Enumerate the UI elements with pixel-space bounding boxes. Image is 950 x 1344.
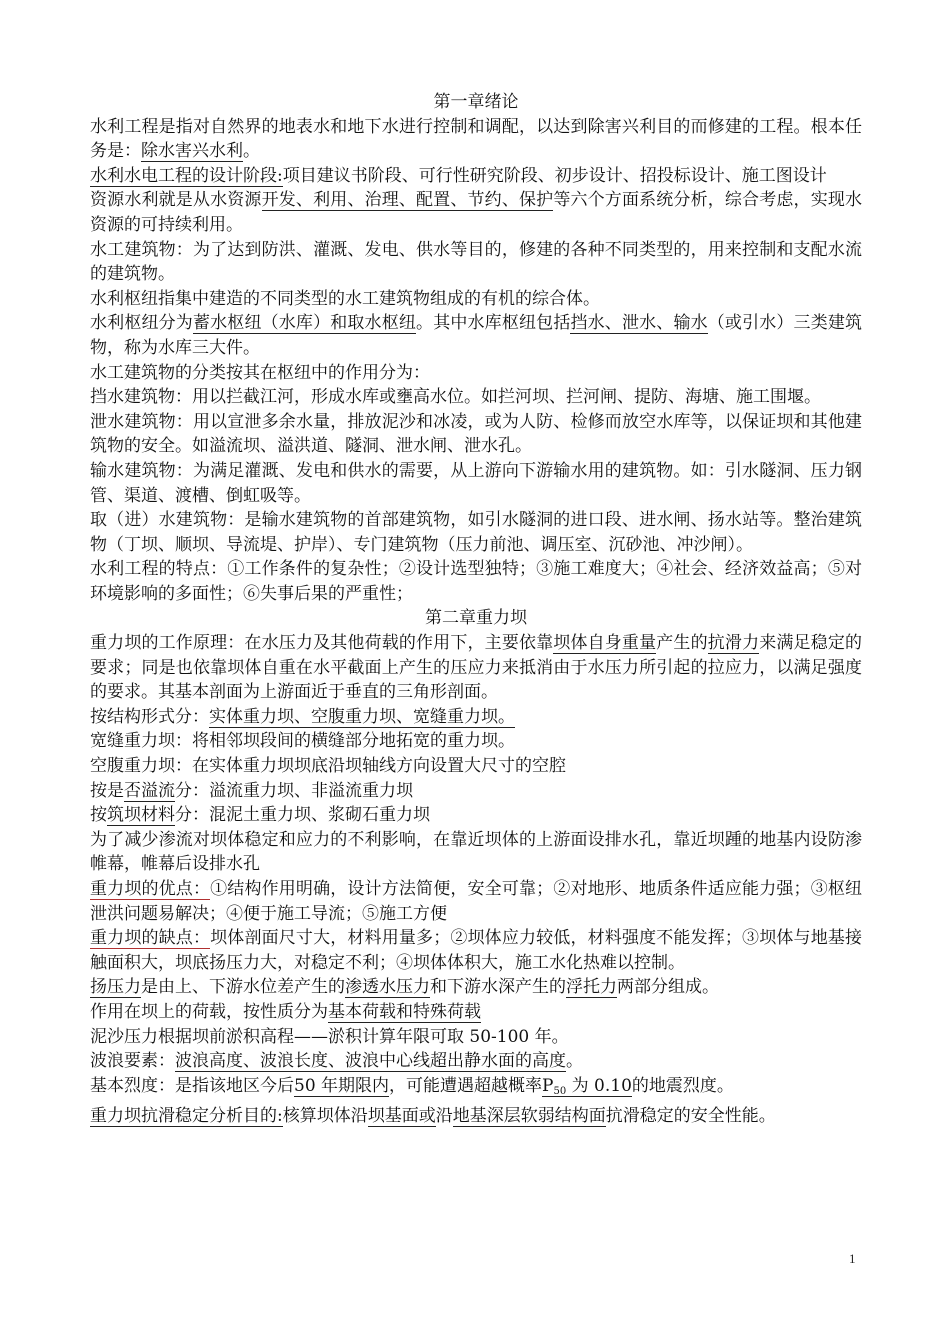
paragraph-loads: 作用在坝上的荷载，按性质分为基本荷载和特殊荷载 [90,1001,481,1022]
underlined-term: $P_{50}$ 为 0.10 [542,1075,632,1097]
paragraph-wave-elements: 波浪要素：波浪高度、波浪长度、波浪中心线超出静水面的高度。 [90,1051,583,1072]
underlined-term: 重力坝抗滑稳定分析目的: [90,1106,283,1127]
underlined-term: 否溢流 [124,780,175,801]
paragraph-structural-form: 按结构形式分：实体重力坝、空腹重力坝、宽缝重力坝。 [90,706,515,727]
underlined-term: 坝体自身重量 [553,633,657,654]
underlined-term: 扬压力 [90,977,141,998]
paragraph-hydraulic-structures: 水工建筑物：为了达到防洪、灌溉、发电、供水等目的，修建的各种不同类型的，用来控制和支配水流的建筑物。 [90,239,862,285]
paragraph-hydro-junction: 水利枢纽指集中建造的不同类型的水工建筑物组成的有机的综合体。 [90,288,600,309]
paragraph-uplift: 扬压力是由上、下游水位差产生的渗透水压力和下游水深产生的浮托力两部分组成。 [90,977,719,998]
paragraph-seismic-intensity: 基本烈度：是指该地区今后50 年期限内，可能遭遇超越概率$P_{50}$ 为 0.10的地震烈度。 [90,1075,734,1097]
paragraph-classification: 水工建筑物的分类按其在枢纽中的作用分为： [90,362,430,383]
paragraph-advantages: 重力坝的优点：①结构作用明确，设计方法简便，安全可靠；②对地形、地质条件适应能力强；③枢纽泄洪问题易解决；④便于施工导流；⑤施工方便 [90,879,863,924]
underlined-term: 坝基面或 [367,1106,436,1127]
paragraph-junction-types: 水利枢纽分为蓄水枢纽（水库）和取水枢纽。其中水库枢纽包括挡水、泄水、输水（或引水）三类建筑物，称为水库三大件。 [90,313,863,358]
paragraph-conveyance-structures: 输水建筑物：为满足灌溉、发电和供水的需要，从上游向下游输水用的建筑物。如：引水隧洞、压力钢管、渠道、渡槽、倒虹吸等。 [90,460,862,506]
underlined-term: 抗滑力 [707,633,760,654]
underlined-term: 重力坝的优点： [90,879,211,899]
underlined-term: 基本荷载和特殊荷载 [328,1001,481,1022]
paragraph-materials: 按筑坝材料分：混泥土重力坝、浆砌石重力坝 [90,805,430,826]
underlined-term: 蓄水枢纽（水库）和取水枢纽 [192,313,417,334]
underlined-term: 筑坝材料 [107,805,175,826]
underlined-term: 挡水、泄水、输水 [570,313,708,334]
paragraph-overflow: 按是否溢流分：溢流重力坝、非溢流重力坝 [90,780,413,801]
paragraph-hydraulic-engineering: 水利工程是指对自然界的地表水和地下水进行控制和调配，以达到除害兴利目的而修建的工程。根本任务是：除水害兴水利。 [90,116,862,162]
document-body [90,90,862,1129]
paragraph-intake-structures: 取（进）水建筑物：是输水建筑物的首部建筑物，如引水隧洞的进口段、进水闸、扬水站等。整治建筑物（丁坝、顺坝、导流堤、护岸）、专门建筑物（压力前池、调压室、沉砂池、冲沙闸）。 [90,510,862,555]
underlined-term: 开发、利用、治理、配置、节约、保护 [261,190,554,211]
chapter-2-title: 第二章重力坝 [425,608,527,629]
paragraph-seepage: 为了减少渗流对坝体稳定和应力的不利影响，在靠近坝体的上游面设排水孔，靠近坝踵的地基内设防渗帷幕，帷幕后设排水孔 [90,829,862,875]
paragraph-resource-water: 资源水利就是从水资源开发、利用、治理、配置、节约、保护等六个方面系统分析，综合考虑，实现水资源的可持续利用。 [90,190,863,235]
paragraph-retaining-structures: 挡水建筑物：用以拦截江河，形成水库或壅高水位。如拦河坝、拦河闸、提防、海塘、施工围堰。 [90,387,821,408]
paragraph-design-stages: 水利水电工程的设计阶段:项目建议书阶段、可行性研究阶段、初步设计、招投标设计、施工图设计 [90,165,827,186]
paragraph-sediment: 泥沙压力根据坝前淤积高程——淤积计算年限可取 50-100 年。 [90,1026,569,1047]
underlined-term: 水利水电工程的设计阶段: [90,165,283,186]
underlined-term: 波浪高度、波浪长度、波浪中心线超出静水面的高度 [175,1051,566,1072]
paragraph-hollow-dam: 空腹重力坝：在实体重力坝坝底沿坝轴线方向设置大尺寸的空腔 [90,756,566,777]
underlined-term: 重力坝的缺点： [90,928,211,949]
underlined-term: 渗透水压力 [345,977,430,998]
paragraph-engineering-features: 水利工程的特点：①工作条件的复杂性；②设计选型独特；③施工难度大；④社会、经济效益高；⑤对环境影响的多面性；⑥失事后果的严重性； [90,559,862,604]
underlined-term: 50 年期限内 [294,1075,390,1096]
paragraph-stability-analysis: 重力坝抗滑稳定分析目的:核算坝体沿坝基面或沿地基深层软弱结构面抗滑稳定的安全性能。 [90,1106,776,1127]
paragraph-working-principle: 重力坝的工作原理：在水压力及其他荷载的作用下，主要依靠坝体自身重量产生的抗滑力来满足稳定的要求；同是也依靠坝体自重在水平截面上产生的压应力来抵消由于水压力所引起的拉应力，以满足强度的要求。其基本剖面为上游面近于垂直的三角形剖面。 [90,633,863,703]
paragraph-discharge-structures: 泄水建筑物：用以宣泄多余水量，排放泥沙和冰凌，或为人防、检修而放空水库等，以保证坝和其他建筑物的安全。如溢流坝、溢洪道、隧洞、泄水闸、泄水孔。 [90,411,862,457]
page-number: 1 [849,1251,856,1266]
underlined-term: 地基深层软弱结构面 [452,1106,606,1127]
paragraph-wide-joint-dam: 宽缝重力坝：将相邻坝段间的横缝部分地拓宽的重力坝。 [90,731,515,752]
underlined-term: 除水害兴水利 [141,141,243,162]
paragraph-disadvantages: 重力坝的缺点：坝体剖面尺寸大，材料用量多；②坝体应力较低，材料强度不能发挥；③坝体与地基接触面积大，坝底扬压力大，对稳定不利；④坝体体积大，施工水化热难以控制。 [90,928,863,973]
chapter-1-title: 第一章绪论 [433,92,519,112]
underlined-term: 实体重力坝、空腹重力坝、宽缝重力坝。 [209,706,515,727]
underlined-term: 浮托力 [566,977,617,998]
